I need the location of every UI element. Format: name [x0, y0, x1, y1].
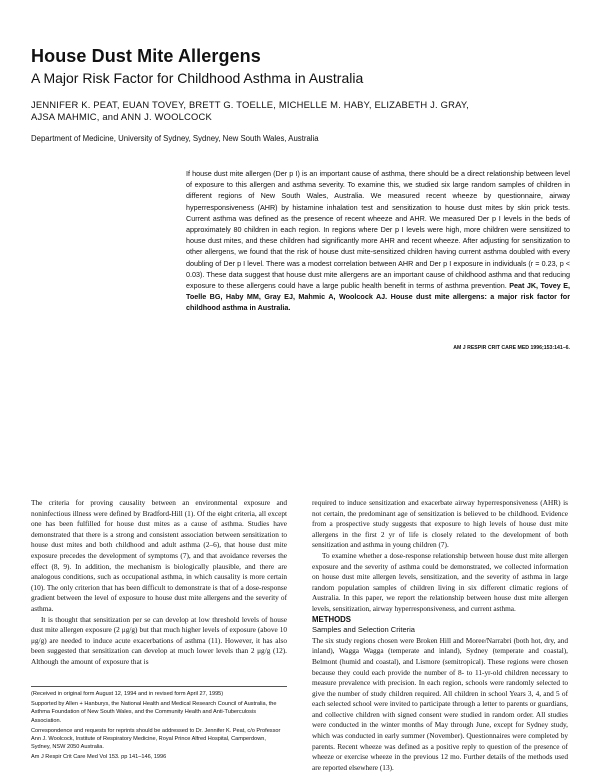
body-column-left [31, 498, 287, 668]
methods-heading: METHODS [312, 614, 351, 624]
footnote-received: (Received in original form August 12, 1994 and in revised form April 27, 1995) [31, 691, 224, 697]
footnotes [31, 690, 287, 764]
footnote-correspondence: Correspondence and requests for reprints should be addressed to Dr. Jennifer K. Peat, c/o Professor Ann J. Woolcock, Institute of Respiratory Medicine, Royal Prince Alfred Hospital, Camperdown, Sydney, NSW 2050 Australia. [31, 727, 281, 751]
body-column-right [312, 498, 568, 773]
footnote-divider [31, 686, 287, 687]
body-paragraph: The criteria for proving causality between an environmental exposure and noninfectious illness were defined by Bradford-Hill (1). Of the eight criteria, all except one has been fulfilled for house dust mites as a cause of asthma. Studies have demonstrated that there is a strong and consistent association between sensitization to house dust mites and both childhood and adult asthma (2–6), that house dust mite exposure precedes the development of symptoms (7), and that avoidance reverses the effect (8, 9). In addition, the mechanism is biologically plausible, and there are analogous conditions, such as occupational asthma, in which causality is more certain (10). The only criterion that has been difficult to demonstrate is that of a dose-response gradient between the level of exposure to house dust mite allergens and the severity of asthma. [31, 498, 287, 613]
affiliation: Department of Medicine, University of Sydney, Sydney, New South Wales, Australia [31, 134, 319, 143]
article-subtitle: A Major Risk Factor for Childhood Asthma in Australia [31, 70, 364, 86]
footnote-journal: Am J Respir Crit Care Med Vol 153. pp 141–146, 1996 [31, 754, 167, 761]
author-line-1: JENNIFER K. PEAT, EUAN TOVEY, BRETT G. TOELLE, MICHELLE M. HABY, ELIZABETH J. GRAY, [31, 99, 469, 110]
abstract-journal-ref: AM J RESPIR CRIT CARE MED 1996;153:141–6. [453, 345, 570, 351]
article-title: House Dust Mite Allergens [31, 46, 261, 66]
body-paragraph: To examine whether a dose-response relationship between house dust mite allergen exposure and the severity of asthma could be demonstrated, we collected information on house dust mite allergen levels, sensitization, and the severity of asthma in large random population samples of children living in six different climatic regions of Australia. In this paper, we report the relationship between house dust mite allergen levels, sensitization, airway hyperresponsiveness, and current asthma. [312, 550, 568, 613]
abstract-text: If house dust mite allergen (Der p I) is an important cause of asthma, there should be a direct relationship between level of exposure to this allergen and asthma severity. To examine this, we studied six large random samples of children in different regions of New South Wales, Australia. We measured recent wheeze by questionnaire, airway hyperresponsiveness (AHR) by histamine inhalation test and sensitization to house dust mites by skin prick tests. Current asthma was defined as the presence of recent wheeze and AHR. We measured Der p I levels in the beds of approximately 80 children in each region. In regions where Der p I levels were high, more children were sensitized to house dust mites, and these children had significantly more AHR and recent wheeze. After adjusting for sensitization to other allergens, we found that the risk of house dust mite-sensitized children having current asthma doubled with every doubling of Der p I level. There was a modest correlation between AHR and Der p I exposure in individuals (r = 0.23, p < 0.03). These data suggest that house dust mite allergens are an important cause of childhood asthma and that reducing exposure to these allergens could have a large public health benefit in terms of asthma prevention. [186, 169, 570, 291]
author-list [31, 99, 551, 123]
abstract [186, 168, 570, 314]
body-paragraph: It is thought that sensitization per se can develop at low threshold levels of house dust mite allergen exposure (2 μg/g) but that much higher levels of exposure (above 10 μg/g) are needed to induce acute exacerbations of asthma (11). However, it has also been suggested that sensitization can develop at much lower levels than 2 μg/g (12). Although the amount of exposure that is [31, 614, 287, 666]
abstract-citation: Peat JK, Tovey E, Toelle BG, Haby MM, Gray EJ, Mahmic A, Woolcock AJ. House dust mite allergens: a major risk factor for childhood asthma in Australia. [186, 281, 570, 313]
samples-subheading: Samples and Selection Criteria [312, 625, 415, 635]
body-paragraph: required to induce sensitization and exacerbate airway hyperresponsiveness (AHR) is not certain, the predominant age of sensitization is believed to be childhood. Evidence from a prospective study suggests that exposure to high levels of house dust mite allergens in the first 2 yr of life is closely related to the development of both sensitization and asthma in young children (7). [312, 498, 568, 550]
author-line-2: AJSA MAHMIC, and ANN J. WOOLCOCK [31, 111, 212, 123]
footnote-support: Supported by Allen + Hanburys, the National Health and Medical Research Council of Australia, the Asthma Foundation of New South Wales, and the Community Health and Anti-Tuberculosis Association. [31, 701, 277, 724]
body-paragraph: The six study regions chosen were Broken Hill and Moree/Narrabri (both hot, dry, and inland), Wagga Wagga (temperate and inland), Sydney (temperate and coastal), Belmont (humid and coastal), and Lismore (semitropical). These regions were chosen because they could each provide the number of 8- to 11-yr-old children necessary to measure prevalence with precision. In each region, schools were randomly selected to give the number of study children required. All children in school Years 3, 4, and 5 of each selected school were invited to participate through a letter to parents or guardians, and collective children with signed consent were studied in random order. All studies were conducted in the winter months of May through June, except for Sydney study, which was conducted in early summer (November). Questionnaires were completed by parents. Recent wheeze was defined as a positive reply to question of the presence of wheeze or exercise wheeze in the previous 12 mo. Further details of the methods used are reported elsewhere (13). [312, 635, 568, 772]
